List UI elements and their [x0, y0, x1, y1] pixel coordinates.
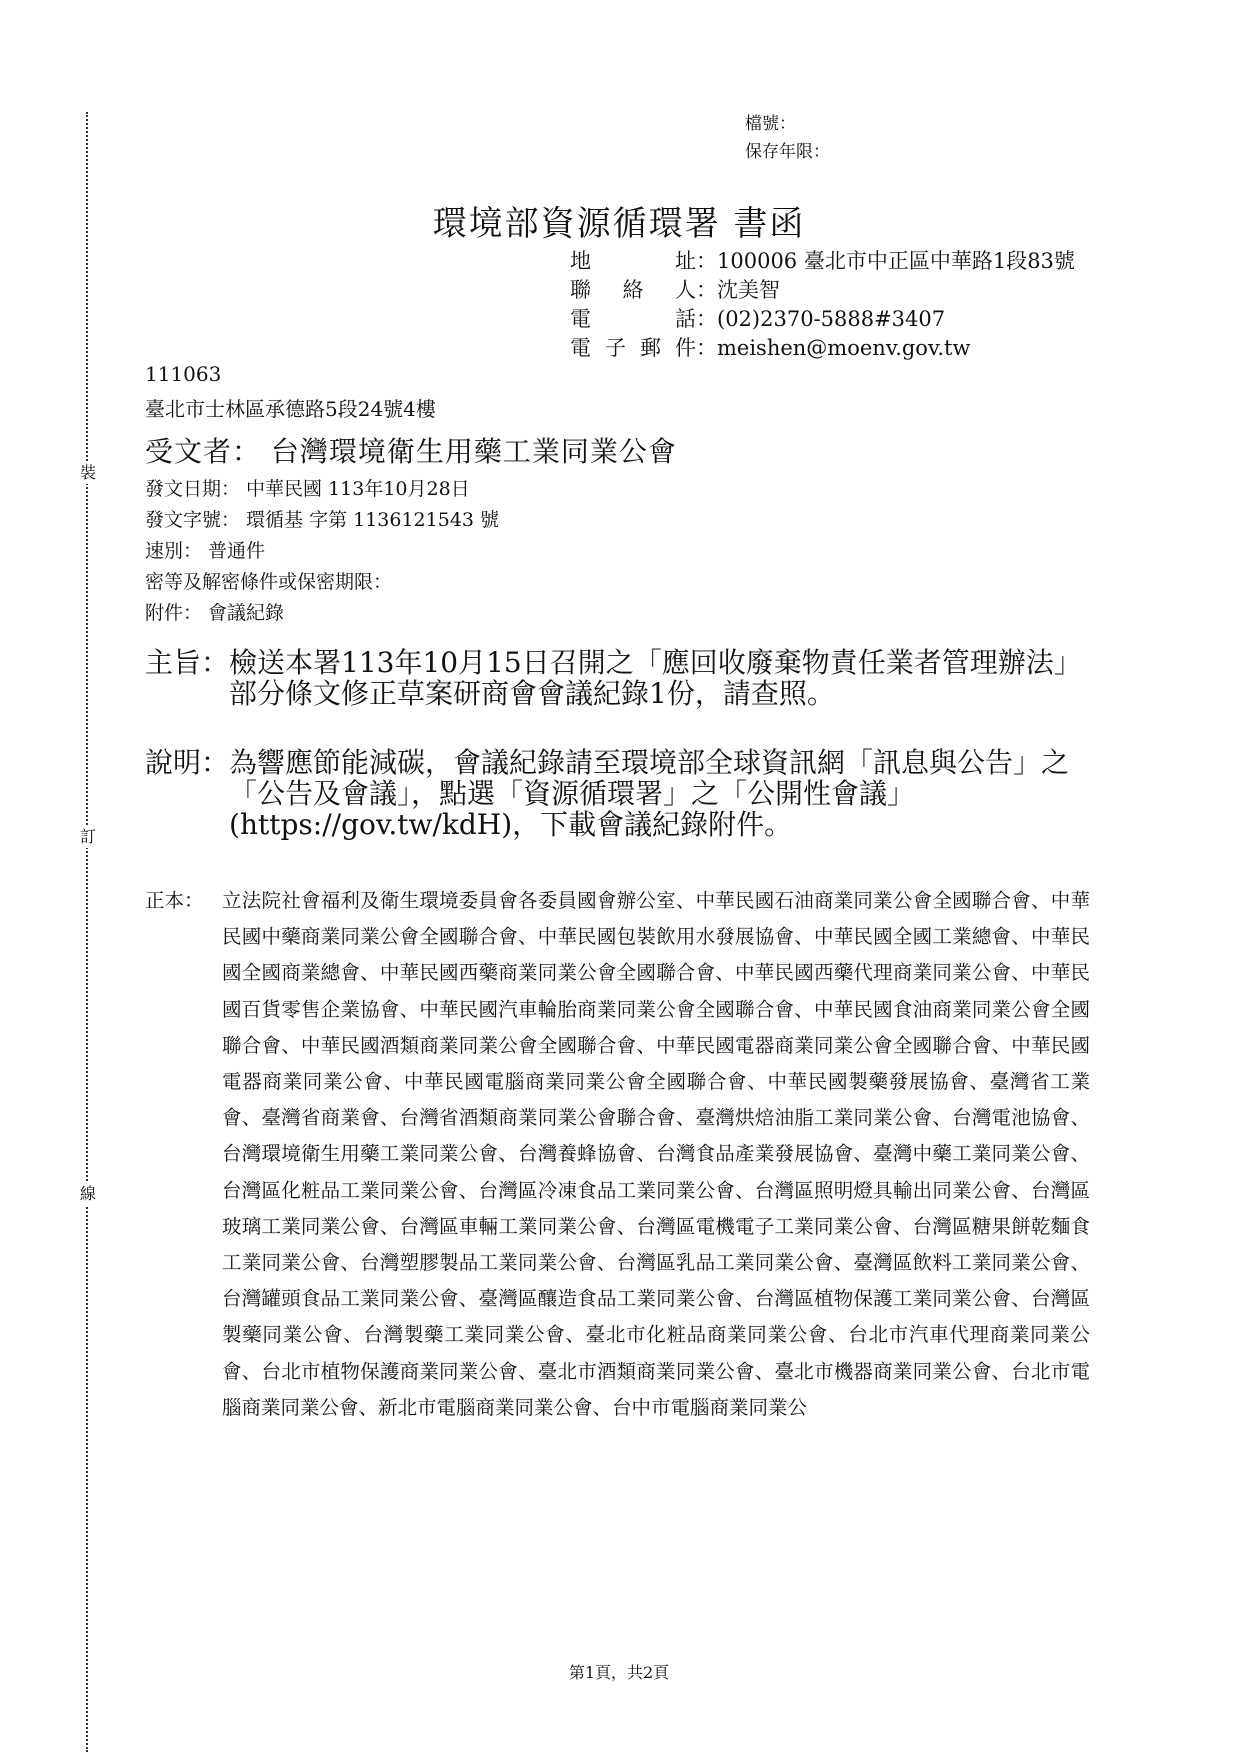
reference-number: 發文字號： 環循基 字第 1136121543 號 — [145, 509, 500, 531]
sender-info — [570, 247, 1075, 363]
binding-mark-zhuang: 裝 — [80, 463, 97, 482]
file-number-label: 檔號： — [745, 114, 796, 134]
explanation-section — [145, 747, 1090, 840]
document-meta — [145, 474, 499, 629]
issue-date: 發文日期： 中華民國 113年10月28日 — [145, 478, 470, 500]
sender-email-row: 電子郵件：meishen@moenv.gov.tw — [570, 334, 1075, 363]
secrecy-level: 密等及解密條件或保密期限： — [145, 571, 393, 593]
page-number: 第1頁，共2頁 — [568, 1663, 670, 1682]
archive-info — [745, 110, 830, 166]
subject-section — [145, 647, 1090, 709]
sender-email: meishen@moenv.gov.tw — [717, 336, 971, 360]
recipient-label: 受文者： — [145, 435, 262, 468]
sender-phone-row: 電 話：(02)2370-5888#3407 — [570, 305, 1075, 334]
document-title: 環境部資源循環署 書函 — [432, 204, 806, 244]
subject-label: 主旨： — [145, 646, 230, 679]
sender-contact: 沈美智 — [717, 278, 780, 302]
sender-address-row: 地 址：100006 臺北市中正區中華路1段83號 — [570, 247, 1075, 276]
sender-address-label: 地 址 — [570, 249, 696, 273]
sender-phone-label: 電 話 — [570, 307, 696, 331]
cc-label: 正本： — [145, 889, 204, 912]
binding-mark-ding: 訂 — [80, 827, 97, 846]
binding-mark-xian: 線 — [80, 1184, 97, 1203]
recipient-postcode: 111063 — [145, 362, 222, 386]
recipient-name: 台灣環境衛生用藥工業同業公會 — [270, 435, 677, 468]
attachment: 附件： 會議紀錄 — [145, 602, 285, 624]
sender-email-label: 電子郵件 — [570, 336, 696, 360]
subject-text: 檢送本署113年10月15日召開之「應回收廢棄物責任業者管理辦法」部分條文修正草案研商會會議紀錄1份，請查照。 — [229, 646, 1082, 710]
recipient-address: 臺北市士林區承德路5段24號4樓 — [145, 397, 436, 421]
binding-line — [86, 112, 88, 1752]
sender-contact-label: 聯 絡 人 — [570, 278, 696, 302]
explanation-label: 說明： — [145, 746, 230, 779]
sender-phone: (02)2370-5888#3407 — [717, 307, 946, 331]
sender-address: 100006 臺北市中正區中華路1段83號 — [717, 249, 1075, 273]
retention-period-label: 保存年限： — [745, 142, 830, 162]
explanation-text: 為響應節能減碳，會議紀錄請至環境部全球資訊網「訊息與公告」之「公告及會議」，點選「資源循環署」之「公開性會議」(https://gov.tw/kdH)，下載會議紀錄附件。 — [229, 746, 1070, 841]
recipient-line — [145, 430, 677, 470]
cc-recipients: 立法院社會福利及衛生環境委員會各委員國會辦公室、中華民國石油商業同業公會全國聯合會、中華民國中藥商業同業公會全國聯合會、中華民國包裝飲用水發展協會、中華民國全國工業總會、中華民國全國商業總會、中華民國西藥商業同業公會全國聯合會、中華民國西藥代理商業同業公會、中華民國百貨零售企業協會、中華民國汽車輪胎商業同業公會全國聯合會、中華民國食油商業同業公會全國聯合會、中華民國酒類商業同業公會全國聯合會、中華民國電器商業同業公會全國聯合會、中華民國電器商業同業公會、中華民國電腦商業同業公會全國聯合會、中華民國製藥發展協會、臺灣省工業會、臺灣省商業會、台灣省酒類商業同業公會聯合會、臺灣烘焙油脂工業同業公會、台灣電池協會、台灣環境衛生用藥工業同業公會、台灣養蜂協會、台灣食品產業發展協會、臺灣中藥工業同業公會、台灣區化粧品工業同業公會、台灣區冷凍食品工業同業公會、台灣區照明燈具輸出同業公會、台灣區玻璃工業同業公會、台灣區車輛工業同業公會、台灣區電機電子工業同業公會、台灣區糖果餅乾麵食工業同業公會、台灣塑膠製品工業同業公會、台灣區乳品工業同業公會、臺灣區飲料工業同業公會、台灣罐頭食品工業同業公會、臺灣區釀造食品工業同業公會、台灣區植物保護工業同業公會、台灣區製藥同業公會、台灣製藥工業同業公會、臺北市化粧品商業同業公會、台北市汽車代理商業同業公會、台北市植物保護商業同業公會、臺北市酒類商業同業公會、臺北市機器商業同業公會、台北市電腦商業同業公會、新北市電腦商業同業公會、台中市電腦商業同業公 — [222, 889, 1090, 1419]
sender-contact-row: 聯 絡 人：沈美智 — [570, 276, 1075, 305]
cc-section — [145, 883, 1090, 1426]
delivery-speed: 速別： 普通件 — [145, 540, 266, 562]
